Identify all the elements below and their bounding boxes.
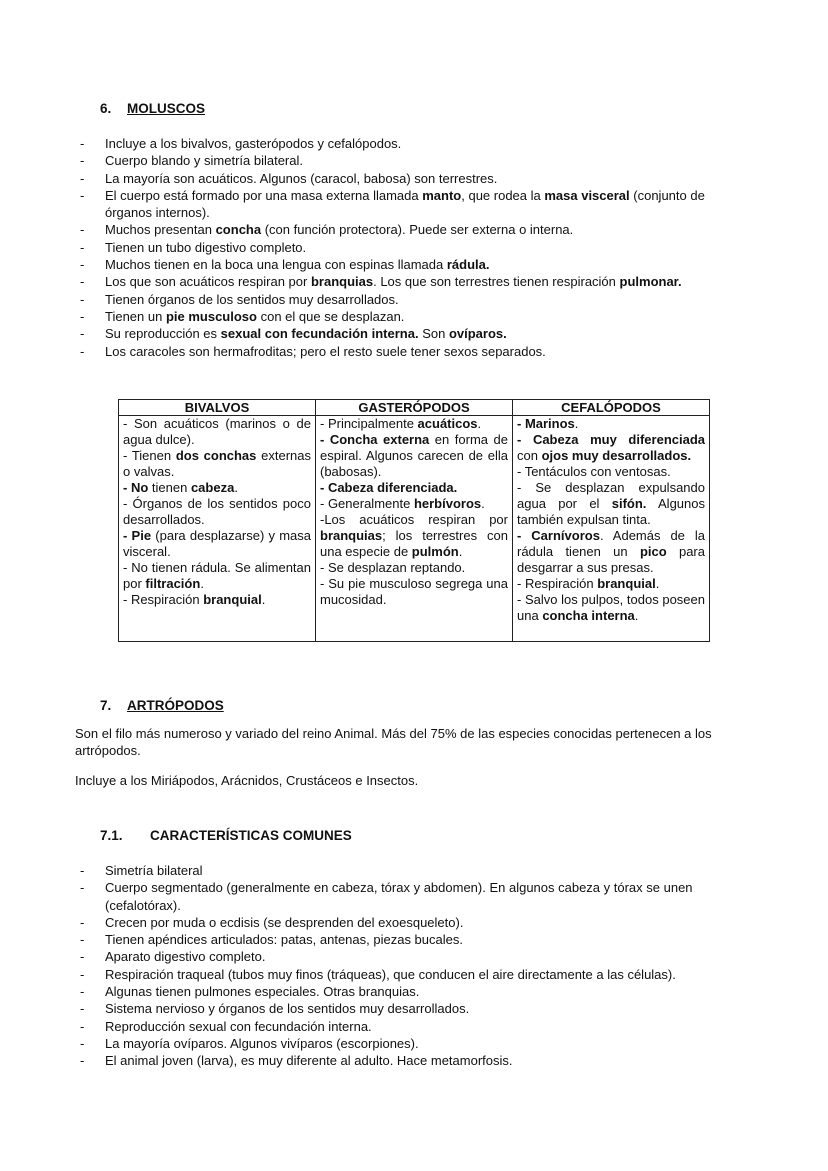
text: con el que se desplazan. — [256, 308, 405, 324]
text: - Se desplazan expulsando agua por el — [517, 480, 705, 511]
text: - Su pie musculoso segrega una mucosidad. — [320, 576, 508, 607]
text: (conjunto de órganos internos). — [105, 187, 705, 221]
list-item — [75, 325, 755, 342]
section-title: MOLUSCOS — [127, 101, 206, 116]
text: El animal joven (larva), es muy diferente al adulto. Hace metamorfosis. — [105, 1053, 513, 1069]
cell-cefalopodos — [513, 416, 710, 642]
list-item — [75, 273, 755, 290]
text: El cuerpo está formado por una masa externa llamada — [105, 187, 423, 203]
bold-text: manto — [422, 187, 462, 203]
text: Tienen apéndices articulados: patas, antenas, piezas bucales. — [105, 932, 463, 948]
bold-text: branquial — [203, 592, 262, 607]
text: . — [634, 608, 639, 623]
bold-text: cabeza — [190, 480, 235, 495]
bold-text: pico — [639, 544, 667, 559]
bold-text: - Cabeza muy diferenciada — [517, 432, 705, 447]
cell-line — [517, 432, 705, 464]
cell-line — [320, 576, 508, 608]
cell-line — [320, 560, 508, 576]
bold-text: sexual con fecundación interna. — [220, 326, 419, 342]
header-bivalvos: BIVALVOS — [119, 400, 316, 416]
cell-line — [517, 528, 705, 576]
cell-line — [320, 480, 508, 496]
text: , que rodea la — [461, 187, 545, 203]
text: Tienen un tubo digestivo completo. — [105, 239, 307, 255]
text: Aparato digestivo completo. — [105, 949, 266, 965]
list-item — [75, 879, 755, 914]
cell-line — [517, 576, 705, 592]
text: . — [574, 416, 579, 431]
text: - Generalmente — [320, 496, 414, 511]
artropodos-intro: Son el filo más numeroso y variado del reino Animal. Más del 75% de las especies conocidas pertenecen a los artrópodos. — [75, 726, 712, 758]
text: - Respiración — [517, 576, 598, 591]
list-item — [75, 256, 755, 273]
header-gasteropodos: GASTERÓPODOS — [316, 400, 513, 416]
caracteristicas-list — [75, 862, 755, 1070]
list-item — [75, 1018, 755, 1035]
bold-text: branquias — [310, 274, 374, 290]
cell-line — [517, 416, 705, 432]
text: Tienen un — [105, 308, 166, 324]
bold-text: branquias — [320, 528, 383, 543]
list-item — [75, 862, 755, 879]
table-header-row — [119, 400, 710, 416]
moluscos-list — [75, 135, 755, 360]
bold-text: - Pie — [123, 528, 152, 543]
text: Incluye a los bivalvos, gasterópodos y cefalópodos. — [105, 136, 402, 151]
text: Sistema nervioso y órganos de los sentidos muy desarrollados. — [105, 1001, 470, 1017]
subsection-7-1-heading — [100, 828, 352, 843]
list-item — [75, 135, 755, 152]
list-item — [75, 170, 755, 187]
text: - Son acuáticos (marinos o de agua dulce). — [123, 416, 311, 447]
cell-line — [123, 480, 311, 496]
bold-text: pulmón — [411, 544, 459, 559]
bold-text: concha — [215, 222, 262, 238]
bold-text: filtración — [145, 576, 201, 591]
list-item — [75, 966, 755, 983]
text: . — [234, 480, 238, 495]
text: Los caracoles son hermafroditas; pero el resto suele tener sexos separados. — [105, 343, 546, 359]
text: Algunas tienen pulmones especiales. Otras branquias. — [105, 984, 420, 1000]
text: Algunos también expulsan tinta. — [517, 496, 705, 527]
text: Su reproducción es — [105, 326, 221, 342]
list-item — [75, 187, 755, 222]
cell-line — [517, 464, 705, 480]
text: - Salvo los pulpos, todos poseen una — [517, 592, 705, 623]
text: en forma de espiral. Algunos carecen de ella (babosas). — [320, 432, 508, 479]
bold-text: masa visceral — [544, 187, 630, 203]
text: . — [481, 496, 485, 511]
cell-line — [517, 592, 705, 624]
text: ; los terrestres con una especie de — [320, 528, 508, 559]
text: . — [261, 592, 266, 607]
text: La mayoría ovíparos. Algunos vivíparos (escorpiones). — [105, 1035, 419, 1051]
text: con — [517, 448, 542, 463]
section-number: 6. — [100, 101, 112, 116]
section-number: 7. — [100, 698, 112, 713]
bold-text: concha interna — [542, 608, 635, 623]
cell-line — [123, 560, 311, 592]
section-6-heading — [100, 101, 205, 116]
text: Respiración traqueal (tubos muy finos (tráqueas), que conducen el aire directamente a las células). — [105, 966, 676, 982]
text: - Respiración — [123, 592, 204, 607]
text: . — [655, 576, 660, 591]
list-item — [75, 1000, 755, 1017]
text: -Los acuáticos respiran por — [320, 512, 508, 527]
header-cefalopodos: CEFALÓPODOS — [513, 400, 710, 416]
cell-line — [123, 448, 311, 480]
text: Crecen por muda o ecdisis (se desprenden del exoesqueleto). — [105, 914, 464, 930]
moluscos-comparison-table — [118, 399, 710, 642]
cell-line — [123, 416, 311, 448]
list-item — [75, 948, 755, 965]
list-item — [75, 308, 755, 325]
text: . Además de la rádula tienen un — [517, 528, 706, 559]
list-item — [75, 291, 755, 308]
list-item — [75, 1052, 755, 1069]
text: tienen — [148, 480, 191, 495]
table-row — [119, 416, 710, 642]
text: . — [477, 416, 482, 431]
list-item — [75, 152, 755, 169]
list-item — [75, 1035, 755, 1052]
cell-line — [320, 416, 508, 432]
bold-text: branquial — [597, 576, 656, 591]
text: (para desplazarse) y masa visceral. — [123, 528, 311, 559]
bold-text: - Carnívoros — [517, 528, 600, 543]
bold-text: pulmonar. — [619, 274, 682, 290]
list-item — [75, 221, 755, 238]
text: La mayoría son acuáticos. Algunos (caracol, babosa) son terrestres. — [105, 170, 498, 186]
text: - Tienen — [123, 448, 176, 463]
subsection-title: CARACTERÍSTICAS COMUNES — [150, 828, 352, 843]
list-item — [75, 914, 755, 931]
cell-line — [320, 496, 508, 512]
text: Simetría bilateral — [105, 863, 203, 878]
bold-text: dos conchas — [175, 448, 257, 463]
text: Reproducción sexual con fecundación interna. — [105, 1018, 372, 1034]
text: Muchos presentan — [105, 222, 216, 238]
text: Los que son acuáticos respiran por — [105, 274, 311, 290]
cell-line — [320, 432, 508, 480]
text: Tienen órganos de los sentidos muy desarrollados. — [105, 291, 399, 307]
cell-line — [123, 496, 311, 528]
text: Cuerpo segmentado (generalmente en cabeza, tórax y abdomen). En algunos cabeza y tórax se unen (cefalotórax). — [105, 880, 693, 913]
text: - Se desplazan reptando. — [320, 560, 466, 575]
text: Cuerpo blando y simetría bilateral. — [105, 153, 303, 169]
section-7-heading — [100, 698, 224, 713]
subsection-number: 7.1. — [100, 828, 123, 843]
cell-line — [123, 592, 311, 608]
text: . — [200, 576, 204, 591]
bold-text: - Concha externa — [320, 432, 430, 447]
text: externas o valvas. — [123, 448, 311, 479]
bold-text: - No — [123, 480, 149, 495]
text: . — [458, 544, 463, 559]
text: - Órganos de los sentidos poco desarrollados. — [123, 496, 311, 527]
bold-text: ovíparos. — [448, 326, 507, 342]
list-item — [75, 239, 755, 256]
text: para desgarrar a sus presas. — [517, 544, 705, 575]
cell-bivalvos — [119, 416, 316, 642]
cell-line — [320, 512, 508, 560]
bold-text: acuáticos — [417, 416, 478, 431]
bold-text: - Cabeza diferenciada. — [320, 480, 458, 495]
bold-text: pie musculoso — [165, 308, 257, 324]
cell-gasteropodos — [316, 416, 513, 642]
bold-text: - Marinos — [517, 416, 575, 431]
text: - Tentáculos con ventosas. — [517, 464, 671, 479]
bold-text: ojos muy desarrollados. — [541, 448, 692, 463]
text: - No tienen rádula. Se alimentan por — [123, 560, 311, 591]
artropodos-includes: Incluye a los Miriápodos, Arácnidos, Crustáceos e Insectos. — [75, 773, 419, 788]
bold-text: rádula. — [446, 257, 490, 273]
text: (con función protectora). Puede ser externa o interna. — [261, 222, 574, 238]
bold-text: sifón. — [611, 496, 647, 511]
cell-line — [517, 480, 705, 528]
list-item — [75, 983, 755, 1000]
list-item — [75, 343, 755, 360]
text: - Principalmente — [320, 416, 418, 431]
bold-text: herbívoros — [413, 496, 482, 511]
section-title: ARTRÓPODOS — [127, 698, 224, 713]
text: Muchos tienen en la boca una lengua con espinas llamada — [105, 257, 447, 273]
list-item — [75, 931, 755, 948]
text: . Los que son terrestres tienen respiración — [373, 274, 620, 290]
text: Son — [418, 326, 449, 342]
cell-line — [123, 528, 311, 560]
